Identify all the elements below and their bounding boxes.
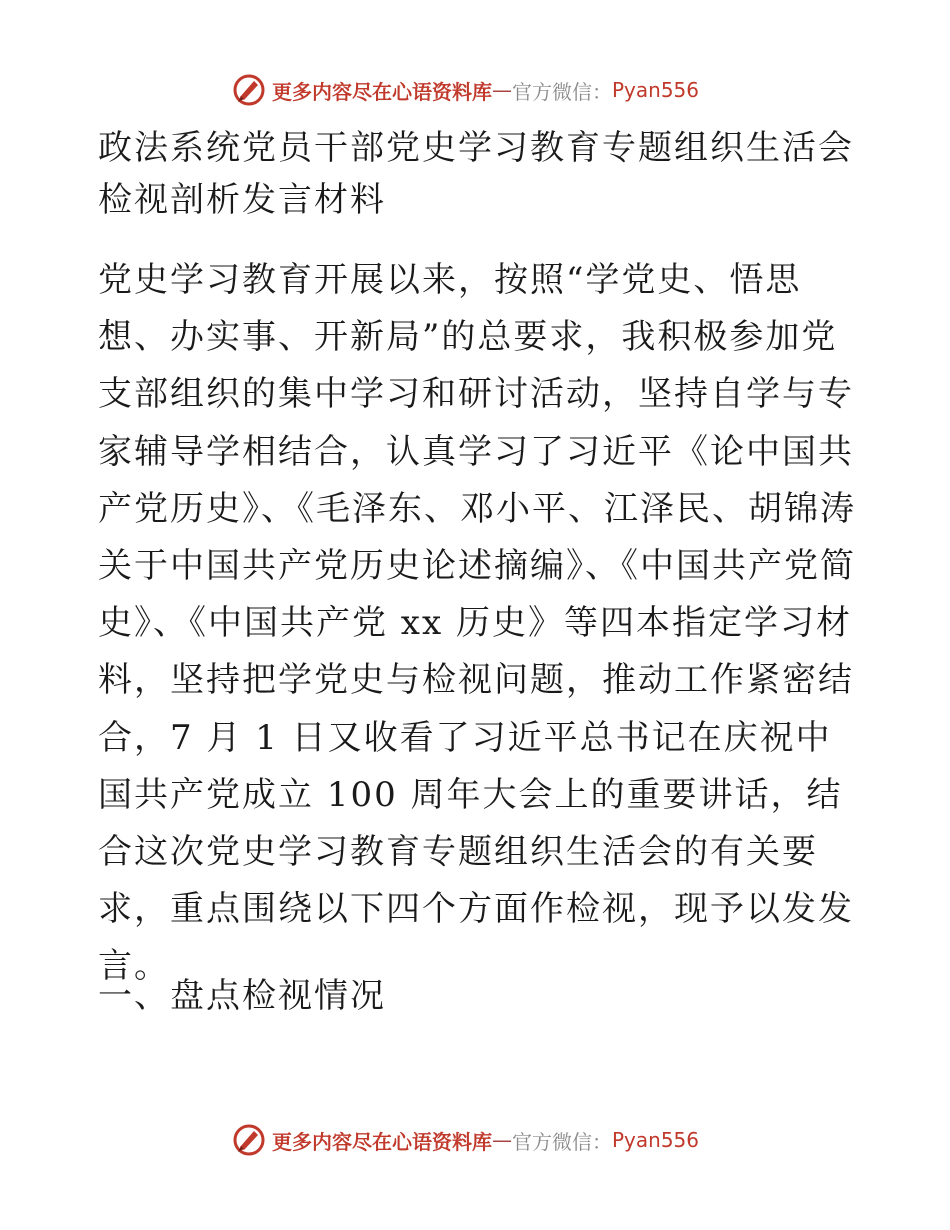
title-line-1: 政法系统党员干部党史学习教育专题组织生活会 [98, 128, 854, 168]
watermark-suffix: 官方微信： [512, 79, 612, 104]
watermark-banner-top [232, 72, 699, 108]
watermark-main-text: 更多内容尽在心语资料库 [272, 1129, 492, 1154]
watermark-account: Pyan556 [612, 1128, 700, 1152]
pen-quill-icon [232, 1123, 266, 1157]
document-title [98, 122, 868, 226]
watermark-separator: — [492, 78, 512, 102]
watermark-separator: — [492, 1128, 512, 1152]
section-heading-1: 一、盘点检视情况 [98, 976, 386, 1016]
watermark-account: Pyan556 [612, 78, 700, 102]
pen-quill-icon [232, 73, 266, 107]
title-line-2: 检视剖析发言材料 [98, 180, 386, 220]
body-paragraph: 党史学习教育开展以来，按照“学党史、悟思想、办实事、开新局”的总要求，我积极参加党支部组织的集中学习和研讨活动，坚持自学与专家辅导学相结合，认真学习了习近平《论中国共产党历史》、《毛泽东、邓小平、江泽民、胡锦涛关于中国共产党历史论述摘编》、《中国共产党简史》、《中国共产党 xx 历史》等四本指定学习材料，坚持把学党史与检视问题，推动工作紧密结合，7 月 1 日又收看了习近平总书记在庆祝中国共产党成立 100 周年大会上的重要讲话，结合这次党史学习教育专题组织生活会的有关要求，重点围绕以下四个方面作检视，现予以发发言。 [98, 260, 856, 987]
watermark-banner-bottom [232, 1122, 699, 1158]
watermark-suffix: 官方微信： [512, 1129, 612, 1154]
watermark-main-text: 更多内容尽在心语资料库 [272, 79, 492, 104]
